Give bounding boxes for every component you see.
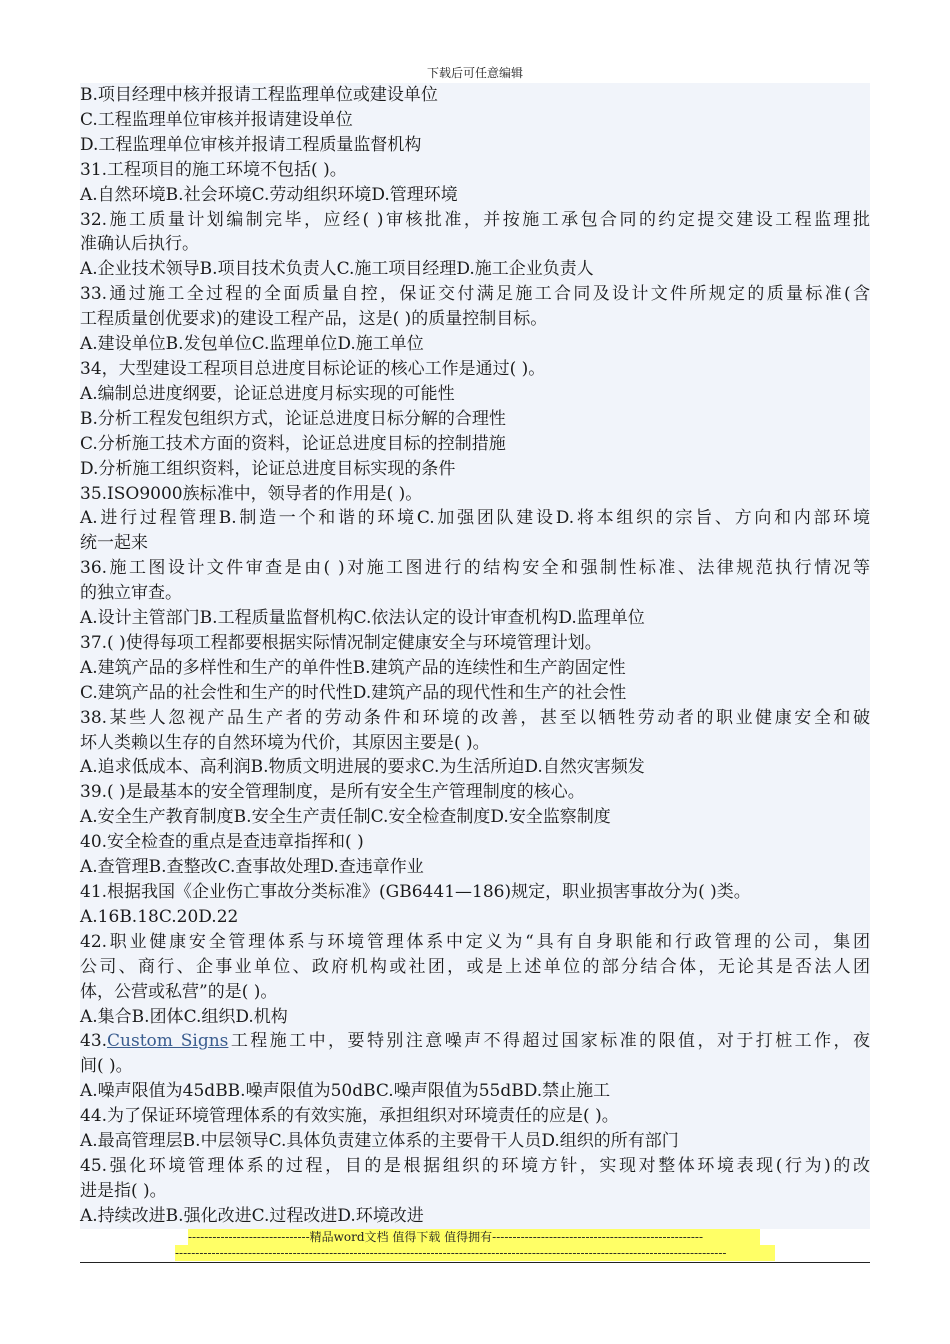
text-line: A.建设单位B.发包单位C.监理单位D.施工单位 bbox=[80, 334, 424, 355]
text-line bbox=[80, 1029, 870, 1054]
text-line: 35.ISO9000族标准中，领导者的作用是( )。 bbox=[80, 483, 423, 504]
text-line: 准确认后执行。 bbox=[80, 234, 199, 255]
text-line: A.追求低成本、高利润B.物质文明进展的要求C.为生活所迫D.自然灾害频发 bbox=[80, 757, 645, 778]
text-line: A.编制总进度纲要，论证总进度月标实现的可能性 bbox=[80, 383, 455, 404]
text-line: 公司、商行、企事业单位、政府机构或社团，或是上述单位的部分结合体，无论其是否法人团 bbox=[80, 956, 870, 977]
text-line: 31.工程项目的施工环境不包括( )。 bbox=[80, 159, 347, 180]
text-line: D.工程监理单位审核并报请工程质量监督机构 bbox=[80, 134, 422, 155]
text-line: 体，公营或私营”的是( )。 bbox=[80, 981, 278, 1002]
text-line: 42.职业健康安全管理体系与环境管理体系中定义为“具有自身职能和行政管理的公司，集团 bbox=[80, 931, 870, 952]
question-number: 43. bbox=[80, 1031, 108, 1052]
text-line: A.企业技术领导B.项目技术负责人C.施工项目经理D.施工企业负责人 bbox=[80, 259, 594, 280]
text-line: B.项目经理中核并报请工程监理单位或建设单位 bbox=[80, 85, 438, 105]
text-line: A.进行过程管理B.制造一个和谐的环境C.加强团队建设D.将本组织的宗旨、方向和内部环境 bbox=[80, 508, 870, 529]
custom-signs-link[interactable]: Custom Signs bbox=[107, 1031, 229, 1052]
page-header: 下载后可任意编辑 bbox=[426, 66, 523, 80]
text-line: 坏人类赖以生存的自然环境为代价，其原因主要是( )。 bbox=[80, 732, 490, 753]
document-body bbox=[80, 83, 870, 1229]
text-line: 33.通过施工全过程的全面质量自控，保证交付满足施工合同及设计文件所规定的质量标准(含 bbox=[80, 284, 870, 305]
text-line: A.查管理B.查整改C.查事故处理D.查违章作业 bbox=[80, 857, 424, 878]
text-line: A.集合B.团体C.组织D.机构 bbox=[80, 1006, 288, 1027]
text-line: 统一起来 bbox=[80, 533, 148, 554]
text-line: B.分析工程发包组织方式，论证总进度日标分解的合理性 bbox=[80, 408, 506, 429]
footer-rule bbox=[80, 1262, 870, 1263]
footer-dashes: ---------------------------------------------------------------------------------------------------------------------------------------- bbox=[175, 1245, 775, 1261]
text-line: C.工程监理单位审核并报请建设单位 bbox=[80, 109, 353, 130]
text-line: 的独立审查。 bbox=[80, 583, 182, 604]
text-line: 44.为了保证环境管理体系的有效实施，承担组织对环境责任的应是( )。 bbox=[80, 1106, 619, 1127]
text-line: A.最高管理层B.中层领导C.具体负责建立体系的主要骨干人员D.组织的所有部门 bbox=[80, 1131, 679, 1152]
text-line: 36.施工图设计文件审查是由( )对施工图进行的结构安全和强制性标准、法律规范执行情况等 bbox=[80, 558, 870, 579]
text-line: 37.( )使得每项工程都要根据实际情况制定健康安全与环境管理计划。 bbox=[80, 632, 602, 653]
text-line: 40.安全检查的重点是查违章指挥和( ) bbox=[80, 832, 364, 853]
text-line: A.16B.18C.20D.22 bbox=[80, 906, 239, 927]
text-line: 32.施工质量计划编制完毕，应经( )审核批准，并按施工承包合同的约定提交建设工程监理批 bbox=[80, 209, 870, 230]
text-line: A.自然环境B.社会环境C.劳动组织环境D.管理环境 bbox=[80, 184, 458, 205]
text-line: A.持续改进B.强化改进C.过程改进D.环境改进 bbox=[80, 1205, 424, 1226]
text-line: 34，大型建设工程项目总进度目标论证的核心工作是通过( )。 bbox=[80, 358, 546, 379]
text-line: 39.( )是最基本的安全管理制度，是所有安全生产管理制度的核心。 bbox=[80, 782, 585, 803]
text-line: 38.某些人忽视产品生产者的劳动条件和环境的改善，甚至以牺牲劳动者的职业健康安全和破 bbox=[80, 707, 870, 728]
text-line: A.建筑产品的多样性和生产的单件性B.建筑产品的连续性和生产韵固定性 bbox=[80, 657, 626, 678]
text-line: C.分析施工技术方面的资料，论证总进度目标的控制措施 bbox=[80, 433, 506, 454]
footer-banner: ------------------------------精品word文档 值得下载 值得拥有---------------------------------------------------- bbox=[188, 1229, 760, 1245]
text-line: A.噪声限值为45dBB.噪声限值为50dBC.噪声限值为55dBD.禁止施工 bbox=[80, 1081, 611, 1102]
text-line: 41.根据我国《企业伤亡事故分类标准》(GB6441—186)规定，职业损害事故分为( )类。 bbox=[80, 882, 751, 902]
text-line: 工程质量创优要求)的建设工程产品，这是( )的质量控制目标。 bbox=[80, 309, 548, 330]
text-line: 进是指( )。 bbox=[80, 1180, 167, 1201]
text-line: C.建筑产品的社会性和生产的时代性D.建筑产品的现代性和生产的社会性 bbox=[80, 682, 627, 703]
text-line: A.设计主管部门B.工程质量监督机构C.依法认定的设计审查机构D.监理单位 bbox=[80, 608, 645, 629]
line-text: 工程施工中，要特别注意噪声不得超过国家标准的限值，对于打桩工作，夜 bbox=[228, 1031, 870, 1052]
text-line: D.分析施工组织资料，论证总进度目标实现的条件 bbox=[80, 458, 456, 479]
text-line: 间( )。 bbox=[80, 1056, 133, 1077]
text-line: A.安全生产教育制度B.安全生产责任制C.安全检查制度D.安全监察制度 bbox=[80, 807, 611, 828]
text-line: 45.强化环境管理体系的过程，目的是根据组织的环境方针，实现对整体环境表现(行为)的改 bbox=[80, 1155, 870, 1176]
